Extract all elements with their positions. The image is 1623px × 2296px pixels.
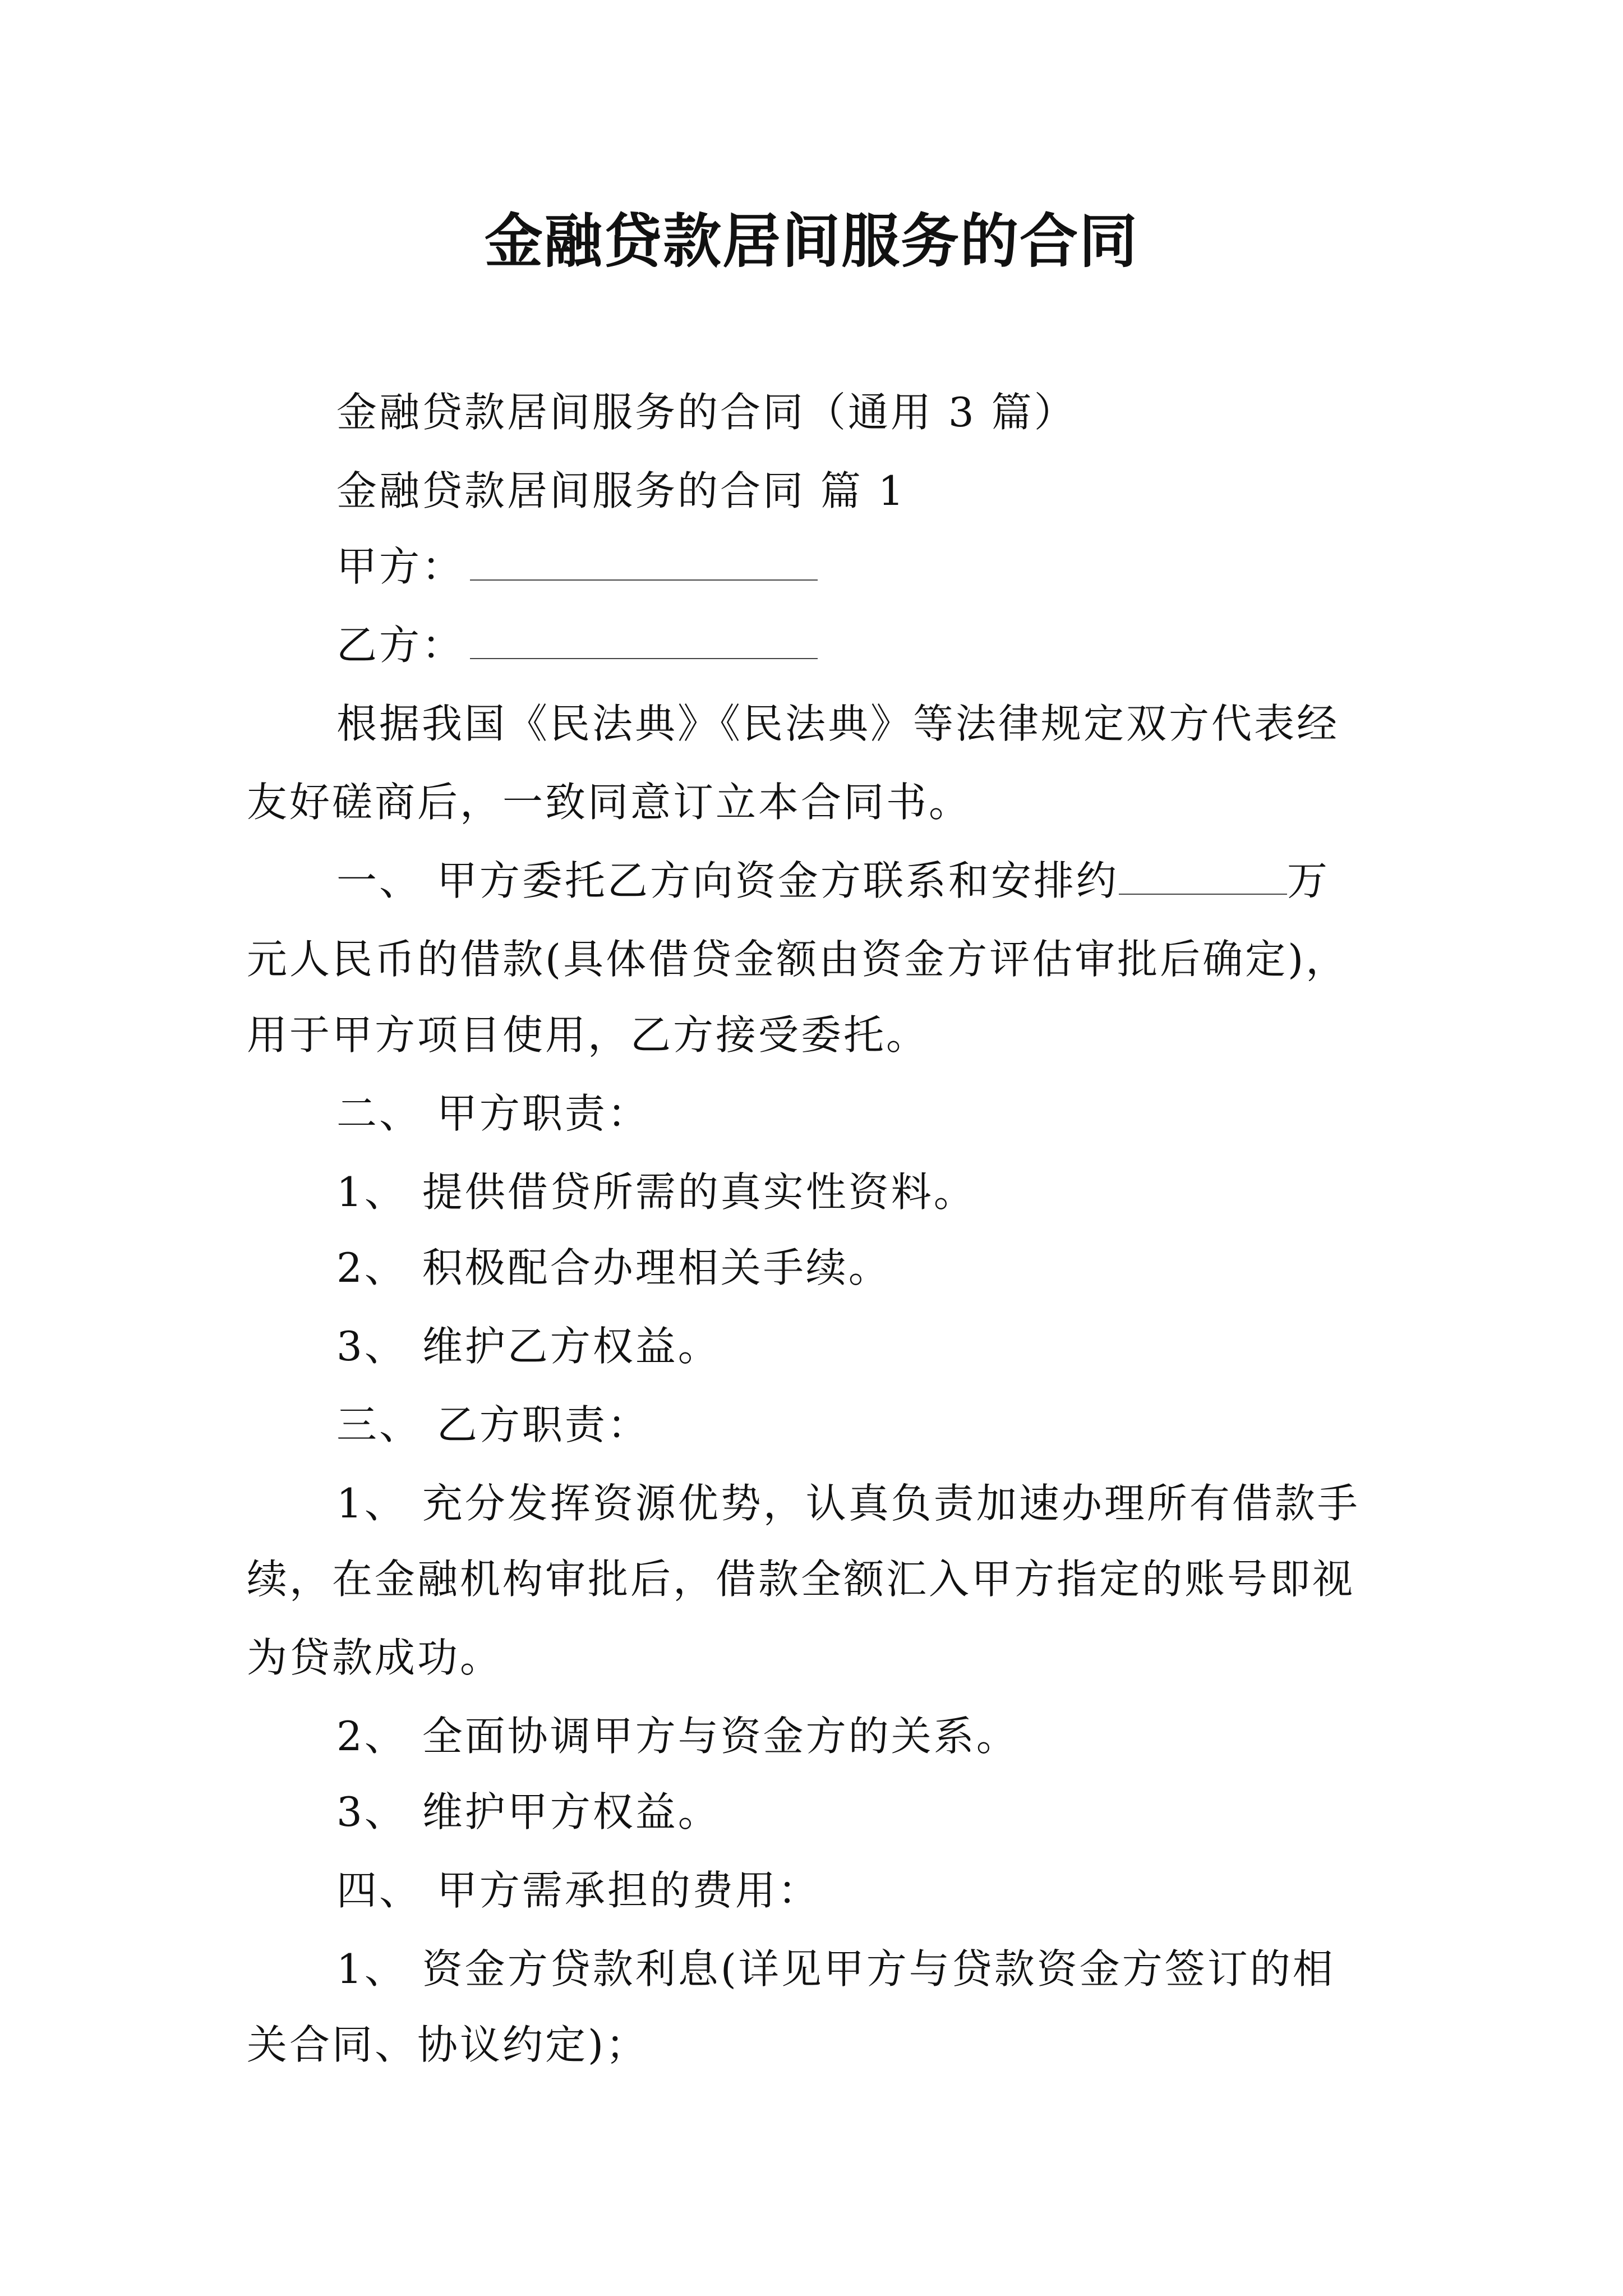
clause-3-item-2: 2、 全面协调甲方与资金方的关系。: [336, 1713, 1019, 1760]
clause-1-prefix: 一、 甲方委托乙方向资金方联系和安排约: [336, 857, 1119, 904]
clause-4-item-1-line-1: 1、 资金方贷款利息(详见甲方与贷款资金方签订的相: [336, 1945, 1335, 1993]
party-b-blank: [470, 624, 818, 659]
clause-2-item-1: 1、 提供借贷所需的真实性资料。: [336, 1168, 976, 1216]
party-b-line: [336, 620, 1623, 670]
clause-1-line-3: 用于甲方项目使用，乙方接受委托。: [247, 1011, 929, 1059]
section-heading: 金融贷款居间服务的合同 篇 1: [336, 467, 906, 514]
clause-4-heading: 四、 甲方需承担的费用：: [336, 1867, 820, 1914]
clause-1-line-2: 元人民币的借款(具体借贷金额由资金方评估审批后确定)，: [247, 936, 1349, 983]
clause-1-suffix: 万: [1287, 857, 1330, 904]
party-a-blank: [470, 546, 818, 581]
intro-paragraph-line-1: 根据我国《民法典》《民法典》等法律规定双方代表经: [336, 700, 1340, 747]
clause-2-item-3: 3、 维护乙方权益。: [336, 1323, 721, 1370]
clause-3-item-3: 3、 维护甲方权益。: [336, 1788, 721, 1835]
clause-3-heading: 三、 乙方职责：: [336, 1401, 650, 1448]
clause-3-item-1-line-1: 1、 充分发挥资源优势，认真负责加速办理所有借款手: [336, 1480, 1360, 1527]
clause-1-line-1: [336, 855, 1623, 906]
clause-2-heading: 二、 甲方职责：: [336, 1090, 650, 1137]
party-b-label: 乙方：: [336, 622, 465, 669]
amount-blank: [1119, 860, 1287, 895]
clause-3-item-1-line-3: 为贷款成功。: [247, 1634, 503, 1681]
document-title: 金融贷款居间服务的合同: [484, 206, 1138, 275]
document-subtitle: 金融贷款居间服务的合同（通用 3 篇）: [336, 389, 1077, 436]
intro-paragraph-line-2: 友好磋商后，一致同意订立本合同书。: [247, 779, 972, 826]
party-a-label: 甲方：: [336, 543, 465, 590]
clause-3-item-1-line-2: 续，在金融机构审批后，借款全额汇入甲方指定的账号即视: [247, 1556, 1355, 1603]
party-a-line: [336, 541, 1623, 592]
clause-4-item-1-line-2: 关合同、协议约定)；: [247, 2021, 649, 2068]
clause-2-item-2: 2、 积极配合办理相关手续。: [336, 1244, 891, 1291]
